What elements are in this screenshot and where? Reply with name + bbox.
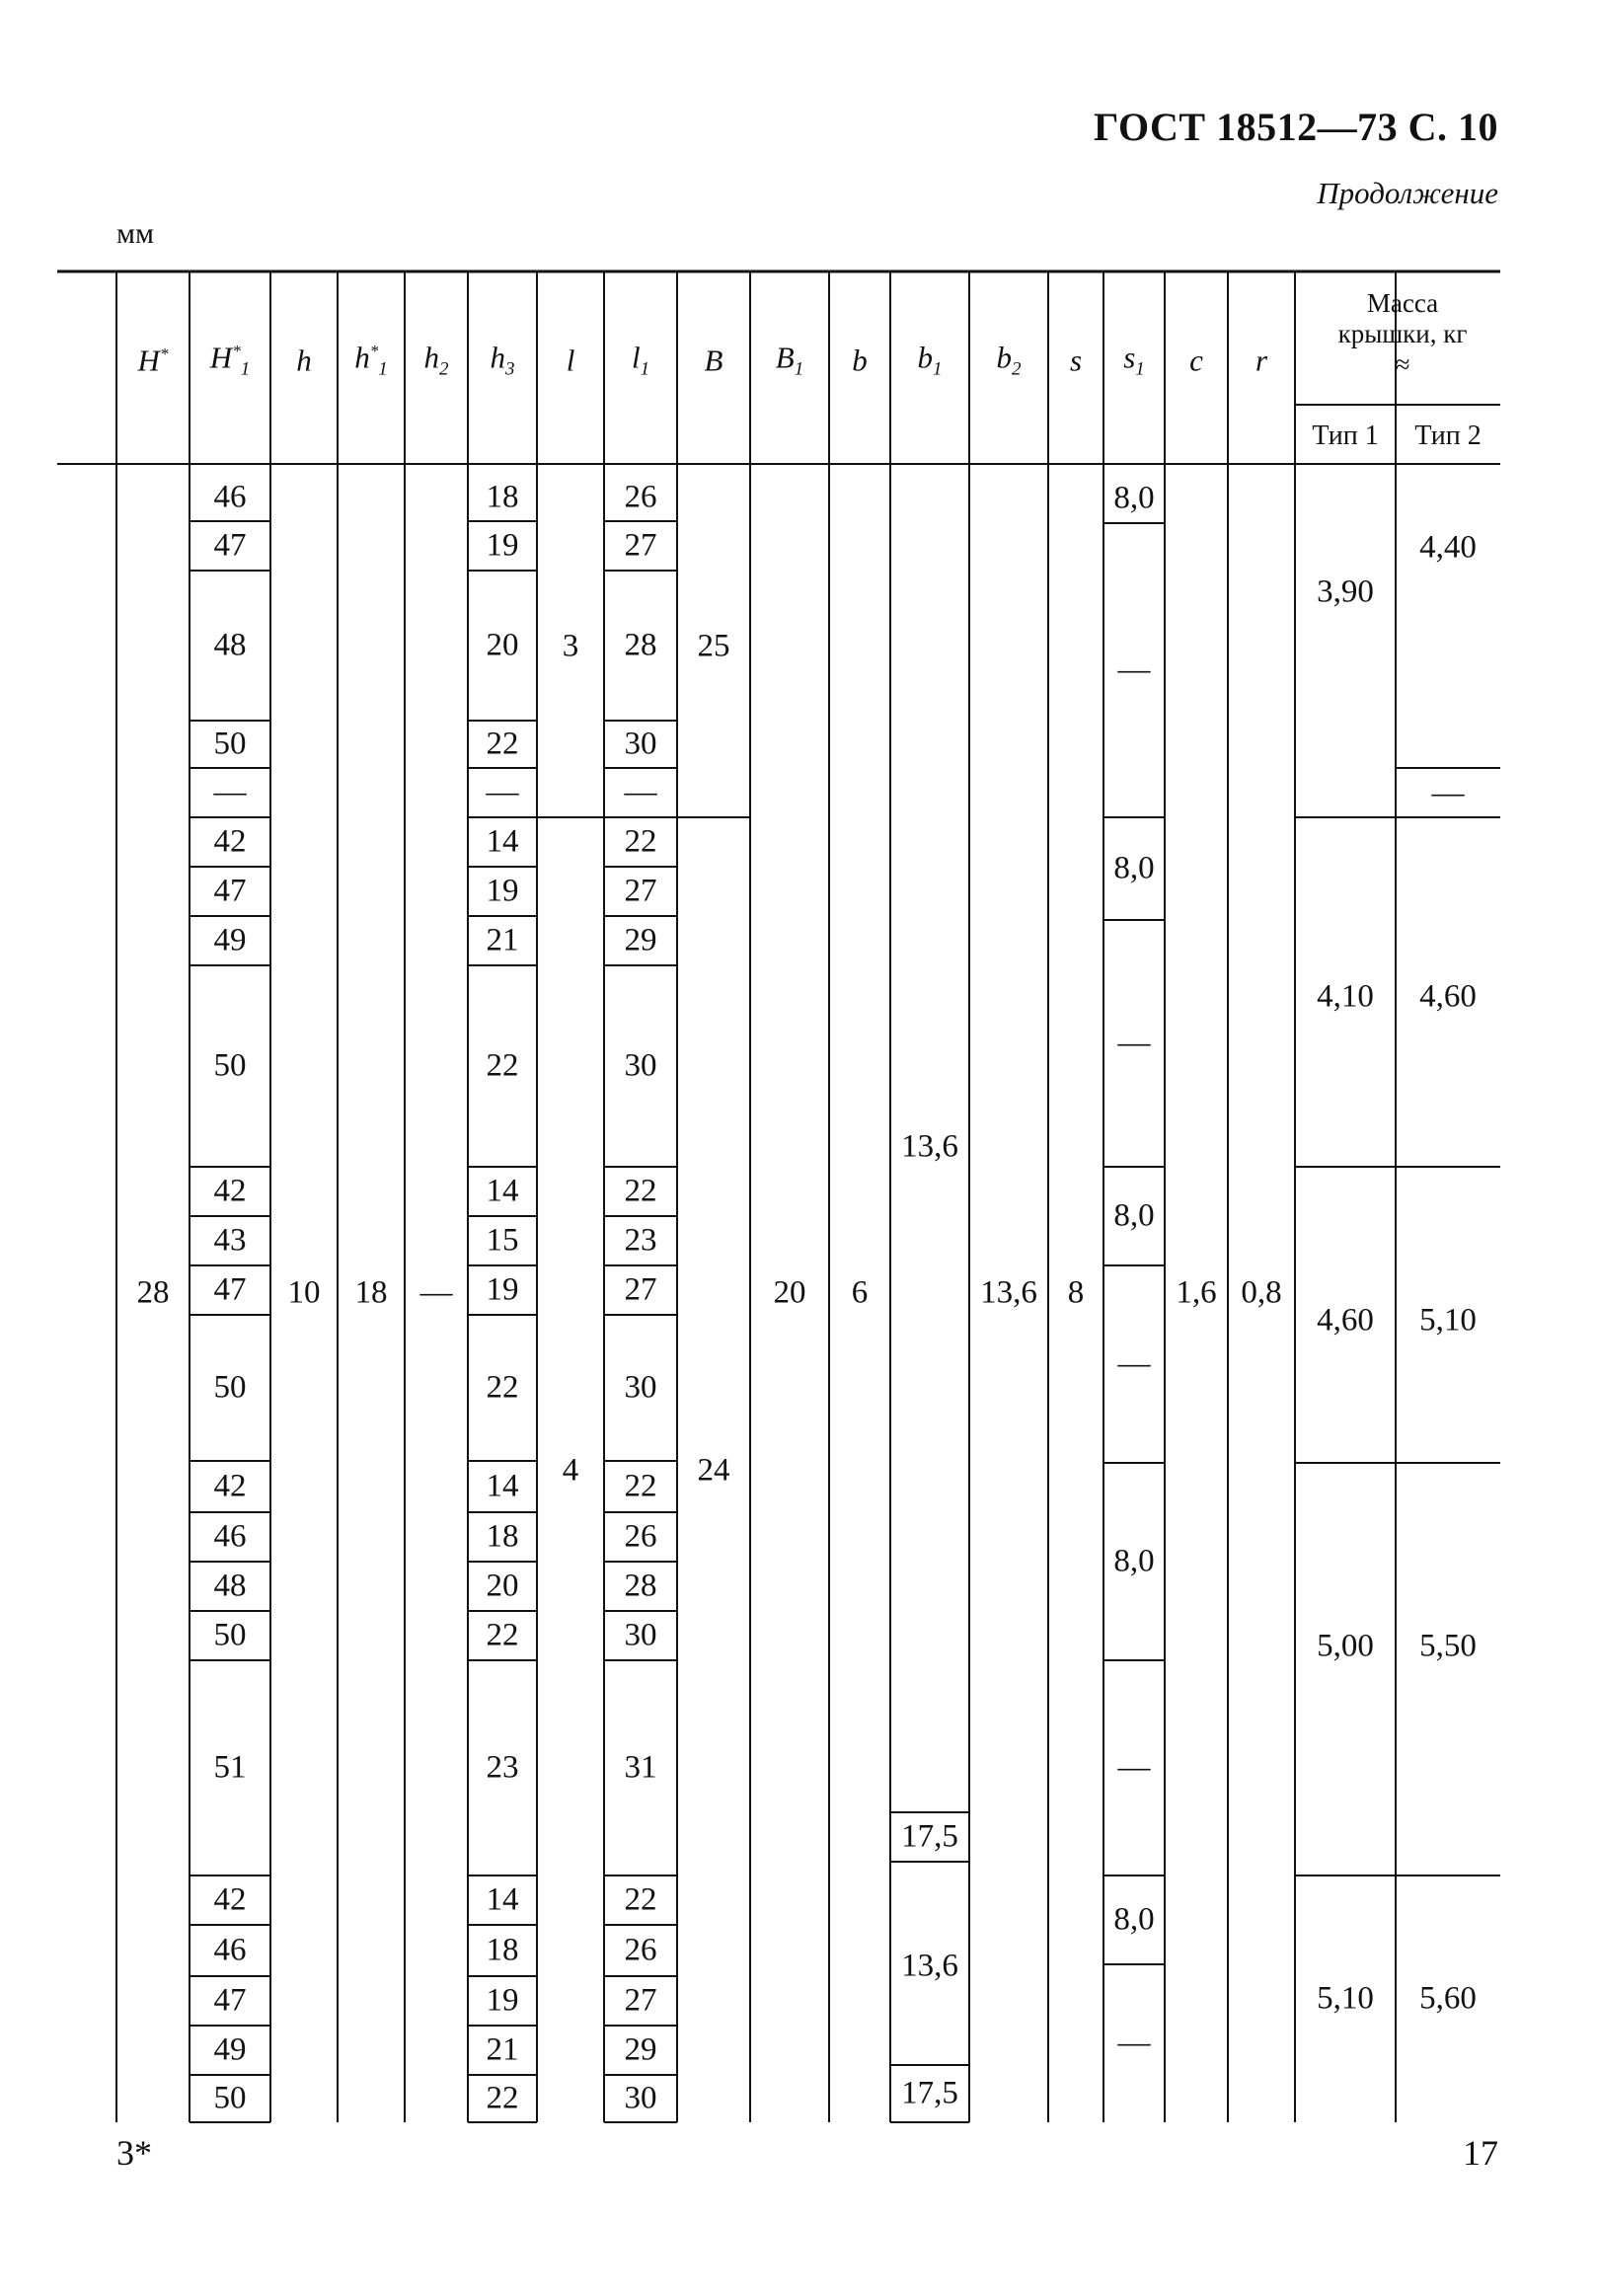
h3-value: 15 — [486, 1222, 519, 1259]
s1-value: 8,0 — [1113, 1197, 1155, 1234]
H1-value: 50 — [213, 1047, 247, 1084]
h3-value: 22 — [486, 1617, 519, 1653]
h3-value: 19 — [486, 873, 519, 909]
column-header: $h_2$ — [423, 340, 449, 380]
column-header: $b_1$ — [917, 340, 943, 380]
H1-value: 49 — [213, 2031, 247, 2068]
h3-value: 14 — [486, 1173, 519, 1209]
mass-type2-value: 5,10 — [1419, 1302, 1477, 1339]
B-value: 24 — [697, 1452, 730, 1489]
page-number: 17 — [1463, 2133, 1498, 2173]
h3-value: 22 — [486, 726, 519, 762]
mass-type2-value: 4,40 — [1419, 529, 1477, 566]
continuation-label: Продолжение — [1317, 176, 1498, 210]
s1-value: — — [1117, 1749, 1151, 1786]
H1-value: 50 — [213, 1369, 247, 1406]
H1-value: 48 — [213, 1568, 247, 1604]
column-header: $s_1$ — [1123, 340, 1145, 380]
H1-value: 42 — [213, 1468, 247, 1504]
H1-value: 46 — [213, 1932, 247, 1968]
column-header: B — [704, 343, 723, 378]
H1-value: 50 — [213, 726, 247, 762]
h3-value: 19 — [486, 1982, 519, 2019]
l1-value: 22 — [624, 1173, 657, 1209]
footer-sheet-mark: 3* — [116, 2133, 152, 2173]
column-header: s — [1069, 343, 1083, 378]
mass-type2-value: — — [1431, 775, 1465, 811]
h3-value: 21 — [486, 922, 519, 958]
l1-value: 30 — [624, 2080, 657, 2116]
column-header: b — [852, 343, 868, 378]
s1-value: — — [1117, 651, 1151, 688]
b1-value: 13,6 — [901, 1948, 958, 1984]
l1-value: 22 — [624, 1468, 657, 1504]
l1-value: 29 — [624, 922, 657, 958]
mass-type1-value: 5,10 — [1317, 1980, 1374, 2017]
l1-value: 26 — [624, 479, 657, 515]
s1-value: 8,0 — [1113, 1901, 1155, 1938]
s1-value: 8,0 — [1113, 480, 1155, 516]
h3-value: — — [486, 774, 519, 810]
unit-label: мм — [116, 217, 154, 250]
h3-value: 19 — [486, 527, 519, 564]
column-header: $B_1$ — [775, 340, 804, 380]
h3-value: 21 — [486, 2031, 519, 2068]
mass-type1-value: 4,10 — [1317, 978, 1374, 1015]
B-value: 25 — [697, 628, 730, 664]
H1-value: 50 — [213, 1617, 247, 1653]
h3-value: 22 — [486, 2080, 519, 2116]
l-value: 3 — [562, 628, 579, 664]
l1-value: 27 — [624, 873, 657, 909]
h3-value: 20 — [486, 1568, 519, 1604]
H1-value: 43 — [213, 1222, 247, 1259]
s1-value: — — [1117, 1025, 1151, 1061]
h3-value: 14 — [486, 1468, 519, 1504]
b2-value: 13,6 — [980, 1274, 1037, 1311]
b1-value: 17,5 — [901, 1818, 958, 1855]
l1-value: 28 — [624, 1568, 657, 1604]
h3-value: 22 — [486, 1369, 519, 1406]
mass-type2-value: 5,60 — [1419, 1980, 1477, 2017]
l1-value: 27 — [624, 1271, 657, 1308]
column-header: c — [1189, 343, 1203, 378]
l1-value: 26 — [624, 1518, 657, 1555]
h3-value: 20 — [486, 627, 519, 663]
b-value: 6 — [851, 1274, 869, 1311]
s-value: 8 — [1067, 1274, 1085, 1311]
h1-value: 18 — [354, 1274, 388, 1311]
s1-value: 8,0 — [1113, 850, 1155, 886]
H1-value: 42 — [213, 1881, 247, 1918]
l1-value: 31 — [624, 1749, 657, 1786]
c-value: 1,6 — [1176, 1274, 1217, 1311]
s1-value: — — [1117, 2025, 1151, 2061]
l1-value: 30 — [624, 1047, 657, 1084]
l1-value: 26 — [624, 1932, 657, 1968]
l1-value: 27 — [624, 1982, 657, 2019]
H1-value: 48 — [213, 627, 247, 663]
h-value: 10 — [287, 1274, 321, 1311]
column-header: l — [566, 343, 575, 378]
h3-value: 18 — [486, 479, 519, 515]
h3-value: 14 — [486, 1881, 519, 1918]
l-value: 4 — [562, 1452, 579, 1489]
H1-value: 47 — [213, 1271, 247, 1308]
mass-type1-value: 3,90 — [1317, 574, 1374, 610]
l1-value: 22 — [624, 823, 657, 860]
column-header: $h_3$ — [490, 340, 515, 380]
mass-type2-value: 5,50 — [1419, 1628, 1477, 1664]
column-header: $H^*_1$ — [209, 340, 251, 380]
B1-value: 20 — [773, 1274, 806, 1311]
h3-value: 18 — [486, 1932, 519, 1968]
l1-value: 28 — [624, 627, 657, 663]
column-header: $l_1$ — [631, 340, 650, 380]
h2-value: — — [419, 1274, 453, 1311]
l1-value: 30 — [624, 1369, 657, 1406]
l1-value: 23 — [624, 1222, 657, 1259]
l1-value: — — [624, 774, 657, 810]
column-header: r — [1255, 343, 1268, 378]
column-header: h — [296, 343, 312, 378]
h3-value: 22 — [486, 1047, 519, 1084]
l1-value: 30 — [624, 726, 657, 762]
H1-value: 50 — [213, 2080, 247, 2116]
column-header: $h^*_1$ — [354, 340, 388, 380]
H1-value: 51 — [213, 1749, 247, 1786]
r-value: 0,8 — [1241, 1274, 1282, 1311]
H1-value: 46 — [213, 1518, 247, 1555]
H1-value: 42 — [213, 823, 247, 860]
mass-type2-header: Тип 2 — [1414, 421, 1482, 451]
b1-value: 13,6 — [901, 1128, 958, 1165]
h3-value: 14 — [486, 823, 519, 860]
l1-value: 27 — [624, 527, 657, 564]
H1-value: 42 — [213, 1173, 247, 1209]
H1-value: 47 — [213, 873, 247, 909]
b1-value: 17,5 — [901, 2075, 958, 2111]
h3-value: 19 — [486, 1271, 519, 1308]
column-header: $b_2$ — [996, 340, 1022, 380]
column-header: H* — [137, 343, 169, 378]
H1-value: — — [213, 774, 247, 810]
l1-value: 29 — [624, 2031, 657, 2068]
s1-value: 8,0 — [1113, 1543, 1155, 1579]
H1-value: 47 — [213, 1982, 247, 2019]
H-value: 28 — [136, 1274, 170, 1311]
mass-header: Масса крышки, кг ≈ — [1337, 288, 1468, 380]
mass-type2-value: 4,60 — [1419, 978, 1477, 1015]
document-header: ГОСТ 18512—73 С. 10 — [1093, 105, 1498, 149]
l1-value: 30 — [624, 1617, 657, 1653]
h3-value: 18 — [486, 1518, 519, 1555]
mass-type1-value: 4,60 — [1317, 1302, 1374, 1339]
mass-type1-value: 5,00 — [1317, 1628, 1374, 1664]
H1-value: 49 — [213, 922, 247, 958]
mass-type1-header: Тип 1 — [1312, 421, 1379, 451]
s1-value: — — [1117, 1345, 1151, 1382]
h3-value: 23 — [486, 1749, 519, 1786]
H1-value: 47 — [213, 527, 247, 564]
l1-value: 22 — [624, 1881, 657, 1918]
H1-value: 46 — [213, 479, 247, 515]
